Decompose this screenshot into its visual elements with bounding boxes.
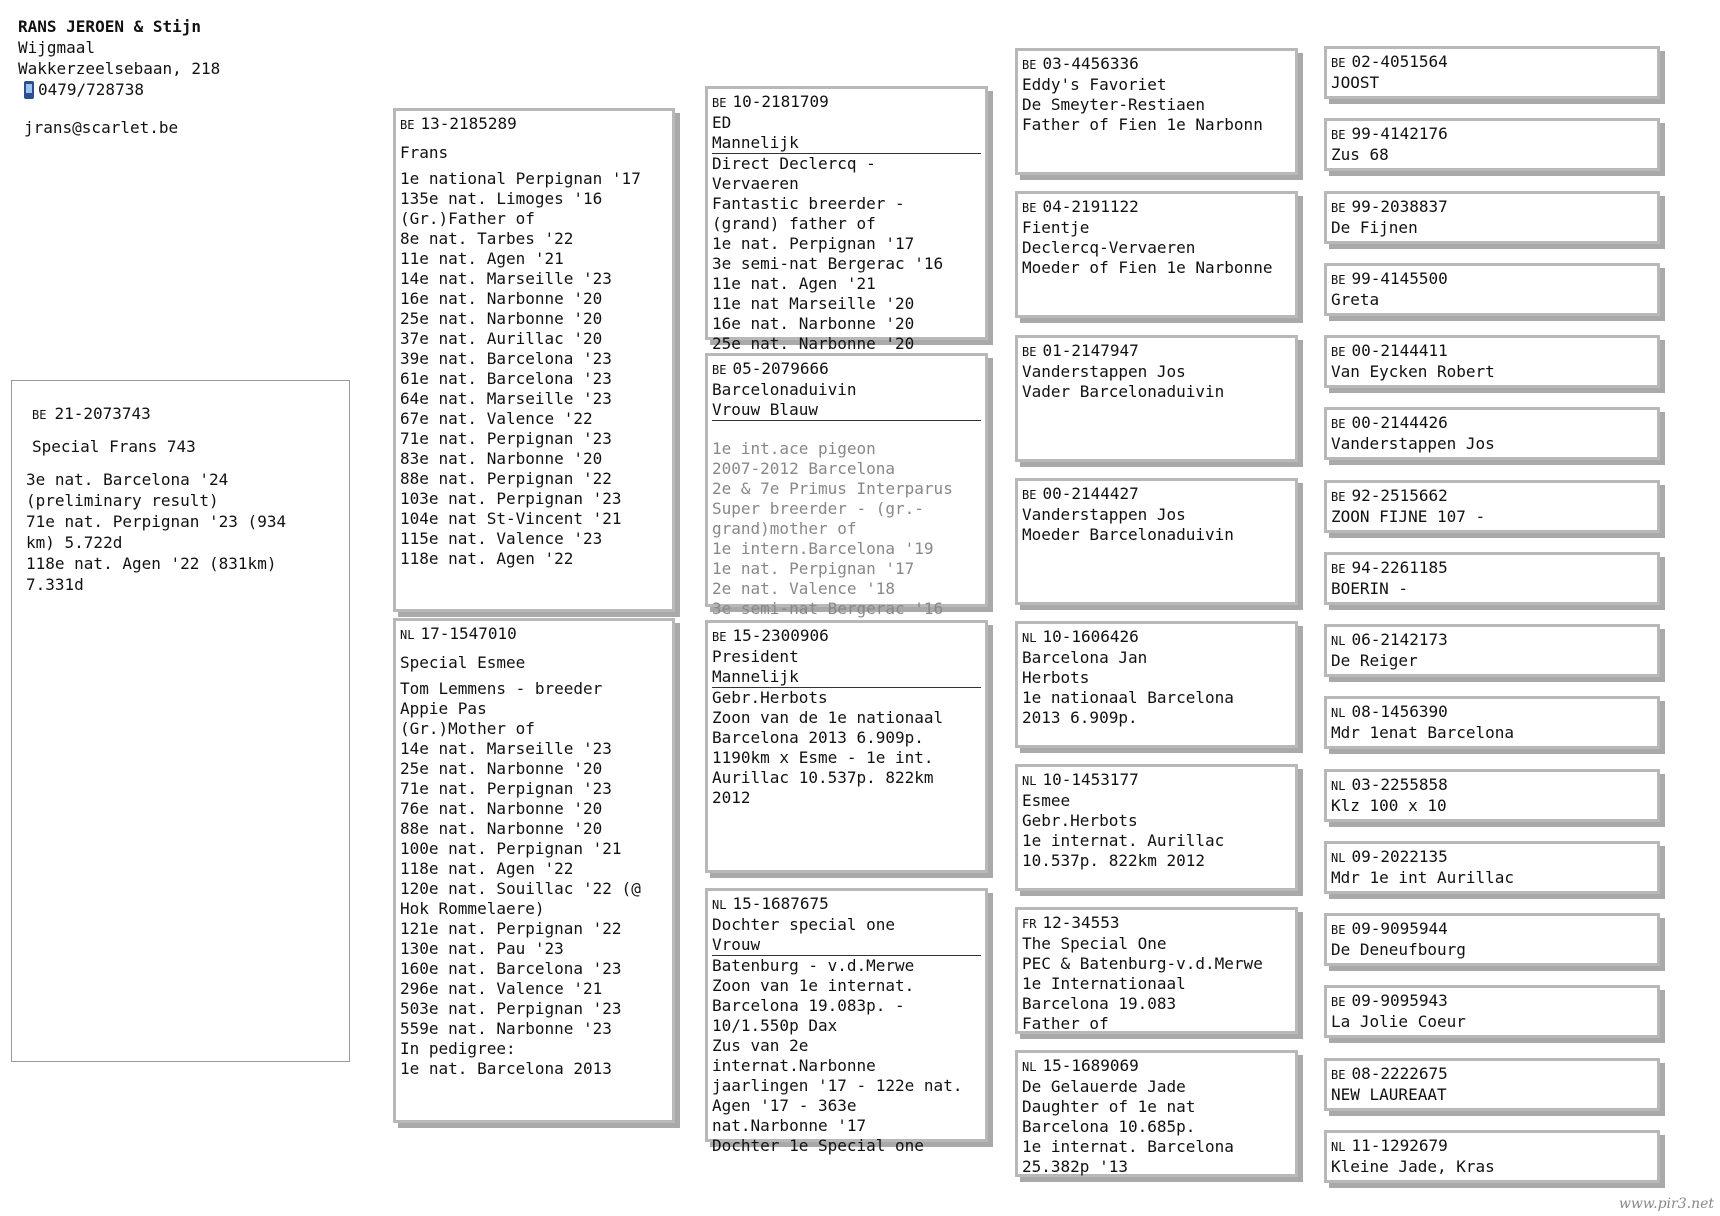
ring-number: 02-4051564 [1351,52,1448,71]
result-line: 25e nat. Narbonne '20 [400,309,603,328]
country-code: NL [1331,634,1346,648]
info-line: 1e nat. Perpignan '17 [712,234,915,253]
info-line: Vanderstappen Jos [1022,362,1186,381]
country-code: BE [1022,201,1037,215]
result-line: 118e nat. Agen '22 [400,859,574,878]
info-line: 11e nat Marseille '20 [712,294,915,313]
pigeon-name: Klz 100 x 10 [1331,796,1447,815]
info-line: Vervaeren [712,174,799,193]
country-code: BE [712,630,727,644]
ring-row [712,359,981,380]
info-line: 1e nationaal Barcelona [1022,688,1234,707]
country-code: BE [1022,58,1037,72]
ring-number: 01-2147947 [1042,341,1139,360]
sire-card [393,108,675,612]
great-great-grandparent-card [1324,118,1660,171]
result-line: 130e nat. Pau '23 [400,939,564,958]
ring-number: 13-2185289 [420,114,517,133]
great-great-grandparent-card [1324,624,1660,677]
ring-number: 99-2038837 [1351,197,1448,216]
info-line: Barcelona 2013 6.909p. [712,728,924,747]
result-line: 118e nat. Agen '22 [400,549,574,568]
ring-row [1331,1064,1653,1085]
country-code: NL [1331,1140,1346,1154]
country-code: BE [1331,56,1346,70]
ring-number: 12-34553 [1042,913,1120,932]
country-code: BE [712,96,727,110]
result-line: 25e nat. Narbonne '20 [400,759,603,778]
subject-ring-row [32,403,335,426]
ring-number: 11-1292679 [1351,1136,1448,1155]
info-line: Father of Fien 1e Narbonn [1022,115,1263,134]
info-line: 1e Internationaal [1022,974,1186,993]
info-line: 11e nat. Agen '21 [712,274,876,293]
ring-number: 08-2222675 [1351,1064,1448,1083]
great-great-grandparent-card [1324,841,1660,894]
owner-phone-row [18,79,220,100]
ring-row [1331,486,1653,507]
great-grandparent-card [1015,48,1298,175]
info-line: 10.537p. 822km 2012 [1022,851,1206,870]
info-line: Barcelona 10.685p. [1022,1117,1196,1136]
ring-number: 92-2515662 [1351,486,1448,505]
mobile-phone-icon [24,81,34,99]
info-line: Moeder Barcelonaduivin [1022,525,1234,544]
great-great-grandparent-card [1324,46,1660,99]
pigeon-sex: Vrouw [712,935,981,956]
ring-number: 10-2181709 [732,92,829,111]
pigeon-name: De Fijnen [1331,218,1418,237]
result-line: 88e nat. Perpignan '22 [400,469,612,488]
ring-row [1331,702,1653,723]
info-line: 3e semi-nat Bergerac '16 [712,254,944,273]
info-line: 3e semi-nat Bergerac '16 [712,599,944,618]
pigeon-name: ED [712,113,732,132]
owner-name: RANS JEROEN & Stijn [18,17,202,36]
subject-pigeon-card [11,380,350,1062]
info-line: 1e int.ace pigeon [712,439,876,458]
great-great-grandparent-card [1324,1058,1660,1111]
ring-row [1022,54,1291,75]
result-line: 71e nat. Perpignan '23 [400,429,612,448]
result-line: 11e nat. Agen '21 [400,249,564,268]
ring-number: 09-9095944 [1351,919,1448,938]
ring-row [1331,991,1653,1012]
result-line: 104e nat St-Vincent '21 [400,509,622,528]
ring-number: 10-1606426 [1042,627,1139,646]
great-grandparent-card [1015,478,1298,605]
great-grandparent-card [1015,764,1298,891]
info-line: Dochter 1e Special one [712,1136,924,1155]
result-line: 64e nat. Marseille '23 [400,389,612,408]
info-line: Zoon van de 1e nationaal [712,708,944,727]
result-line: 83e nat. Narbonne '20 [400,449,603,468]
country-code: NL [712,898,727,912]
info-line: Vanderstappen Jos [1022,505,1186,524]
info-line: Zoon van 1e internat. [712,976,915,995]
country-code: NL [1331,706,1346,720]
result-line: 1e national Perpignan '17 [400,169,641,188]
result-line: 16e nat. Narbonne '20 [400,289,603,308]
country-code: BE [1331,201,1346,215]
watermark: www.pir3.net [1618,1196,1714,1212]
country-code: BE [712,363,727,377]
ring-number: 00-2144427 [1042,484,1139,503]
info-line: 2012 [712,788,751,807]
grandparent-card [705,888,988,1155]
great-great-grandparent-card [1324,407,1660,460]
country-code: NL [1022,631,1037,645]
country-code: BE [1331,345,1346,359]
result-line: 296e nat. Valence '21 [400,979,603,998]
result-line: 160e nat. Barcelona '23 [400,959,622,978]
pigeon-name: Mdr 1enat Barcelona [1331,723,1515,742]
great-great-grandparent-card [1324,263,1660,316]
dam-card [393,618,675,1123]
subject-ring: 21-2073743 [54,404,151,423]
country-code: BE [1331,128,1346,142]
info-line: Fantastic breerder - [712,194,905,213]
country-code: NL [1331,779,1346,793]
ring-number: 04-2191122 [1042,197,1139,216]
country-code: NL [1331,851,1346,865]
result-line: 100e nat. Perpignan '21 [400,839,622,858]
grandparent-card [705,353,988,618]
info-line: nat.Narbonne '17 [712,1116,867,1135]
ring-number: 00-2144411 [1351,341,1448,360]
owner-email[interactable]: jrans@scarlet.be [24,118,179,137]
info-line: De Smeyter-Restiaen [1022,95,1206,114]
info-line: (grand) father of [712,214,876,233]
ring-number: 99-4142176 [1351,124,1448,143]
country-code: NL [1022,774,1037,788]
pigeon-name: Frans [400,143,449,162]
ring-row [712,92,981,113]
result-line: 8e nat. Tarbes '22 [400,229,574,248]
country-code: BE [1022,345,1037,359]
ring-row [1022,341,1291,362]
ring-row [1022,1056,1291,1077]
country-code: FR [1022,917,1037,931]
info-line: Direct Declercq - [712,154,876,173]
pigeon-name: BOERIN - [1331,579,1409,598]
spacer [400,645,668,653]
info-line: Barcelona Jan [1022,648,1148,667]
owner-phone: 0479/728738 [38,80,144,99]
country-code: BE [1022,488,1037,502]
result-line: 118e nat. Agen '22 (831km) [26,554,277,573]
info-line: grand)mother of [712,519,857,538]
pigeon-name: ZOON FIJNE 107 - [1331,507,1486,526]
result-line: 88e nat. Narbonne '20 [400,819,603,838]
country-code: BE [1331,923,1346,937]
info-line: Daughter of 1e nat [1022,1097,1196,1116]
result-line: 135e nat. Limoges '16 [400,189,603,208]
info-line: Herbots [1022,668,1090,687]
info-line: 1e internat. Barcelona [1022,1137,1234,1156]
result-line: 71e nat. Perpignan '23 (934 [26,512,287,531]
great-grandparent-card [1015,621,1298,748]
info-line: 2007-2012 Barcelona [712,459,896,478]
result-line: 71e nat. Perpignan '23 [400,779,612,798]
info-line: Agen '17 - 363e [712,1096,857,1115]
info-line: 2013 6.909p. [1022,708,1138,727]
great-grandparent-card [1015,1050,1298,1177]
country-code: BE [1331,995,1346,1009]
ring-row [1022,627,1291,648]
pigeon-name: Special Esmee [400,653,526,672]
great-grandparent-card [1015,335,1298,462]
info-line: 2e nat. Valence '18 [712,579,896,598]
pigeon-sex: Vrouw Blauw [712,400,981,421]
result-line: 120e nat. Souillac '22 (@ [400,879,641,898]
ring-number: 09-2022135 [1351,847,1448,866]
ring-row [1331,1136,1653,1157]
owner-city: Wijgmaal [18,38,96,57]
great-grandparent-card [1015,907,1298,1034]
great-great-grandparent-card [1324,335,1660,388]
pigeon-name: NEW LAUREAAT [1331,1085,1447,1104]
ring-row [1331,197,1653,218]
info-line: 2e & 7e Primus Interparus [712,479,953,498]
country-code: BE [1331,562,1346,576]
info-line: Vader Barcelonaduivin [1022,382,1225,401]
spacer [400,135,668,143]
pigeon-name: Greta [1331,290,1380,309]
ring-number: 99-4145500 [1351,269,1448,288]
info-line: Zus van 2e [712,1036,809,1055]
info-line: 25e nat. Narbonne '20 [712,334,915,353]
ring-row [1331,558,1653,579]
info-line: Declercq-Vervaeren [1022,238,1196,257]
ring-number: 05-2079666 [732,359,829,378]
info-line: Esmee [1022,791,1071,810]
ring-number: 94-2261185 [1351,558,1448,577]
country-code: BE [400,118,415,132]
great-great-grandparent-card [1324,985,1660,1038]
info-line: 1e internat. Aurillac [1022,831,1225,850]
ring-number: 10-1453177 [1042,770,1139,789]
subject-name: Special Frans 743 [32,437,196,456]
result-line: In pedigree: [400,1039,516,1058]
ring-row [1022,197,1291,218]
pigeon-name: Zus 68 [1331,145,1389,164]
spacer [712,421,981,439]
info-line: 1e intern.Barcelona '19 [712,539,934,558]
ring-row [400,114,668,135]
ring-number: 03-2255858 [1351,775,1448,794]
ring-number: 17-1547010 [420,624,517,643]
country-code: NL [1022,1060,1037,1074]
pigeon-name: De Deneufbourg [1331,940,1466,959]
info-line: De Gelauerde Jade [1022,1077,1186,1096]
info-line: Barcelona 19.083 [1022,994,1177,1013]
great-great-grandparent-card [1324,191,1660,244]
result-line: 76e nat. Narbonne '20 [400,799,603,818]
owner-street: Wakkerzeelsebaan, 218 [18,59,221,78]
ring-row [1331,269,1653,290]
ring-row [1331,124,1653,145]
result-line: 7.331d [26,575,84,594]
info-line: Moeder of Fien 1e Narbonne [1022,258,1273,277]
ring-row [1331,52,1653,73]
info-line: 1190km x Esme - 1e int. [712,748,934,767]
ring-row [1022,484,1291,505]
ring-number: 06-2142173 [1351,630,1448,649]
great-great-grandparent-card [1324,552,1660,605]
result-line: km) 5.722d [26,533,123,552]
ring-row [1331,775,1653,796]
ring-row [1331,919,1653,940]
pigeon-name: President [712,647,799,666]
pigeon-name: Barcelonaduivin [712,380,857,399]
result-line: (preliminary result) [26,491,219,510]
ring-number: 08-1456390 [1351,702,1448,721]
result-line: 67e nat. Valence '22 [400,409,593,428]
ring-number: 15-2300906 [732,626,829,645]
info-line: Batenburg - v.d.Merwe [712,956,915,975]
country-code: BE [1331,273,1346,287]
owner-info [18,16,220,138]
pigeon-sex: Mannelijk [712,667,981,688]
pigeon-name: La Jolie Coeur [1331,1012,1466,1031]
result-line: 3e nat. Barcelona '24 [26,470,229,489]
country-code: BE [1331,490,1346,504]
pigeon-name: Kleine Jade, Kras [1331,1157,1495,1176]
subject-country: BE [32,408,47,422]
result-line: (Gr.)Mother of [400,719,535,738]
country-code: NL [400,628,415,642]
info-line: Gebr.Herbots [1022,811,1138,830]
info-line: Fientje [1022,218,1090,237]
result-line: 14e nat. Marseille '23 [400,269,612,288]
info-line: jaarlingen '17 - 122e nat. [712,1076,963,1095]
ring-number: 09-9095943 [1351,991,1448,1010]
great-great-grandparent-card [1324,769,1660,822]
info-line: The Special One [1022,934,1167,953]
great-great-grandparent-card [1324,696,1660,749]
subject-results [26,469,335,595]
ring-row [400,624,668,645]
country-code: BE [1331,1068,1346,1082]
great-great-grandparent-card [1324,480,1660,533]
result-line: (Gr.)Father of [400,209,535,228]
result-line: 503e nat. Perpignan '23 [400,999,622,1018]
info-line: 1e nat. Perpignan '17 [712,559,915,578]
pigeon-name: De Reiger [1331,651,1418,670]
result-line: 14e nat. Marseille '23 [400,739,612,758]
result-line: 1e nat. Barcelona 2013 [400,1059,612,1078]
info-line: Barcelona 19.083p. - [712,996,905,1015]
result-line: Tom Lemmens - breeder [400,679,603,698]
info-line: 10/1.550p Dax [712,1016,838,1035]
ring-row [1022,770,1291,791]
pigeon-name: Dochter special one [712,915,896,934]
pigeon-name: JOOST [1331,73,1380,92]
ring-number: 03-4456336 [1042,54,1139,73]
ring-row [712,894,981,915]
ring-row [1331,847,1653,868]
ring-number: 15-1687675 [732,894,829,913]
info-line: Eddy's Favoriet [1022,75,1167,94]
pigeon-name: Vanderstappen Jos [1331,434,1495,453]
pigeon-name: Mdr 1e int Aurillac [1331,868,1515,887]
pigeon-name: Van Eycken Robert [1331,362,1495,381]
result-line: 37e nat. Aurillac '20 [400,329,603,348]
result-line: 39e nat. Barcelona '23 [400,349,612,368]
result-line: 103e nat. Perpignan '23 [400,489,622,508]
ring-row [1331,413,1653,434]
ring-row [1331,341,1653,362]
ring-row [1331,630,1653,651]
info-line: Super breerder - (gr.- [712,499,924,518]
pigeon-sex: Mannelijk [712,133,981,154]
result-line: 559e nat. Narbonne '23 [400,1019,612,1038]
info-line: Aurillac 10.537p. 822km [712,768,934,787]
country-code: BE [1331,417,1346,431]
info-line: 25.382p '13 [1022,1157,1128,1176]
result-line: 115e nat. Valence '23 [400,529,603,548]
info-line: Father of [1022,1014,1109,1033]
result-line: 61e nat. Barcelona '23 [400,369,612,388]
great-great-grandparent-card [1324,913,1660,966]
ring-row [1022,913,1291,934]
great-grandparent-card [1015,191,1298,318]
ring-number: 00-2144426 [1351,413,1448,432]
info-line: Gebr.Herbots [712,688,828,707]
info-line: PEC & Batenburg-v.d.Merwe [1022,954,1263,973]
result-line: Hok Rommelaere) [400,899,545,918]
result-line: Appie Pas [400,699,487,718]
result-line: 121e nat. Perpignan '22 [400,919,622,938]
grandparent-card [705,86,988,353]
info-line: internat.Narbonne [712,1056,876,1075]
great-great-grandparent-card [1324,1130,1660,1183]
grandparent-card [705,620,988,873]
info-line: 16e nat. Narbonne '20 [712,314,915,333]
ring-number: 15-1689069 [1042,1056,1139,1075]
ring-row [712,626,981,647]
